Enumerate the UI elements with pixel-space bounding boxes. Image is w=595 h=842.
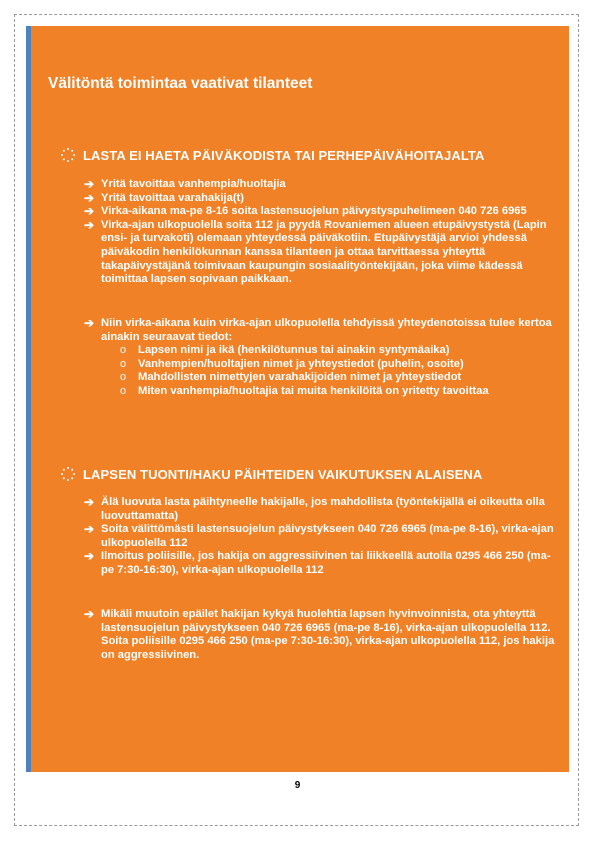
list-item: ➔ Virka-ajan ulkopuolella soita 112 ja pyydä Rovaniemen alueen etupäivystystä (Lapin ensi- ja turvakoti) olemaan yhteydessä päiväkotiin. Etupäivystäjä arvioi yhdessä päiväkodin henkilökunnan kanssa tilanteen ja ottaa tarvittaessa yhteyttä takapäivystäjänä toimivaan kaupungin sosiaalityöntekijään, joka viime kädessä toimittaa lapsen sopivaan paikkaan.	[84, 217, 547, 286]
list-item: ➔ Yritä tavoittaa vanhempia/huoltajia	[84, 177, 286, 191]
section-2-note	[84, 607, 561, 662]
sub-list-item: o Vanhempien/huoltajien nimet ja yhteystiedot (puhelin, osoite)	[120, 357, 464, 370]
right-arrow-icon: ➔	[84, 177, 95, 191]
page-number: 9	[294, 780, 301, 791]
right-arrow-icon: ➔	[84, 495, 95, 509]
dotted-ring-icon	[60, 466, 76, 482]
section-1-note	[84, 316, 561, 399]
right-arrow-icon: ➔	[84, 316, 95, 330]
sub-list	[101, 344, 561, 398]
section-1-list	[84, 177, 561, 287]
sub-list-item: o Miten vanhempia/huoltajia tai muita henkilöitä on yritetty tavoittaa	[120, 384, 489, 397]
circle-bullet-icon: o	[120, 371, 127, 384]
list-item: ➔ Ilmoitus poliisille, jos hakija on aggressiivinen tai liikkeellä autolla 0295 466 250 (ma-pe 7:30-16:30), virka-ajan ulkopuolella 112	[84, 549, 551, 576]
section-heading-1	[83, 148, 484, 163]
list-item: ➔ Virka-aikana ma-pe 8-16 soita lastensuojelun päivystyspuhelimeen 040 726 6965	[84, 204, 527, 219]
circle-bullet-icon: o	[120, 357, 127, 370]
circle-bullet-icon: o	[120, 384, 127, 397]
right-arrow-icon: ➔	[84, 549, 95, 564]
sub-list-item: o Lapsen nimi ja ikä (henkilötunnus tai ainakin syntymäaika)	[120, 344, 450, 357]
dotted-ring-icon	[60, 147, 76, 163]
list-item: ➔ Älä luovuta lasta päihtyneelle hakijalle, jos mahdollista (työntekijällä ei oikeutta olla luovuttamatta)	[84, 495, 545, 522]
content-panel	[31, 26, 569, 772]
right-arrow-icon: ➔	[84, 607, 95, 621]
list-item: ➔ Yritä tavoittaa varahakija(t)	[84, 190, 245, 205]
section-heading-2	[83, 467, 482, 482]
page-title: Välitöntä toimintaa vaativat tilanteet	[48, 75, 313, 92]
right-arrow-icon: ➔	[84, 190, 95, 205]
right-arrow-icon: ➔	[84, 522, 95, 537]
list-item: ➔ Niin virka-aikana kuin virka-ajan ulkopuolella tehdyissä yhteydenotoissa tulee kertoa ainakin seuraavat tiedot: o Lapsen nimi ja ikä (henkilötunnus tai ainakin syntymäaika) o Vanhempien/huoltajien nimet ja yhteystiedot (puhelin, osoite) o Mahdollisten nimettyjen varahakijoiden nimet ja yhteystiedot o Miten vanhempia/huoltajia tai muita henkilöitä on yritetty tavoittaa	[101, 317, 561, 399]
list-item: ➔ Soita välittömästi lastensuojelun päivystykseen 040 726 6965 (ma-pe 8-16), virka-ajan ulkopuolella 112	[84, 522, 554, 549]
section-2-list	[84, 495, 561, 578]
right-arrow-icon: ➔	[84, 204, 95, 219]
list-item: ➔ Mikäli muutoin epäilet hakijan kykyä huolehtia lapsen hyvinvoinnista, ota yhteyttä lastensuojelun päivystykseen 040 726 6965 (ma-pe 8-16), virka-ajan ulkopuolella 112. Soita poliisille 0295 466 250 (ma-pe 7:30-16:30), virka-ajan ulkopuolella 112, jos hakija on aggressiivinen.	[84, 607, 555, 661]
section-heading-text: LASTA EI HAETA PÄIVÄKODISTA TAI PERHEPÄIVÄHOITAJALTA	[83, 148, 485, 163]
sub-list-item: o Mahdollisten nimettyjen varahakijoiden nimet ja yhteystiedot	[120, 371, 462, 384]
section-heading-text: LAPSEN TUONTI/HAKU PÄIHTEIDEN VAIKUTUKSEN ALAISENA	[83, 467, 483, 482]
circle-bullet-icon: o	[120, 344, 127, 357]
right-arrow-icon: ➔	[84, 217, 95, 232]
